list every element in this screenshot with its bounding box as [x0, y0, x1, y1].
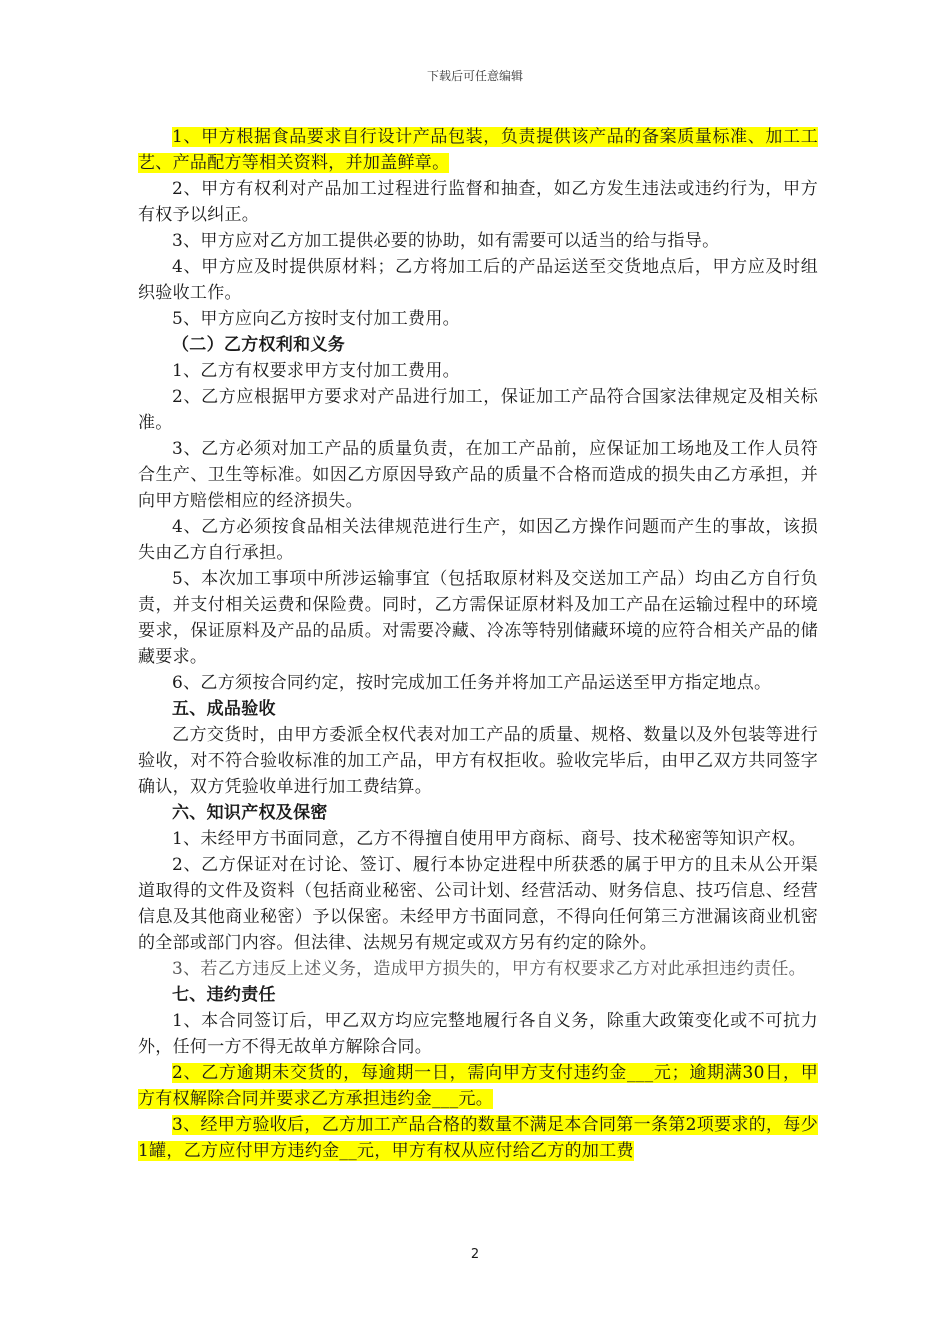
party-b-duty-3: 3、乙方必须对加工产品的质量负责，在加工产品前，应保证加工场地及工作人员符合生产、卫生等标准。如因乙方原因导致产品的质量不合格而造成的损失由乙方承担，并向甲方赔偿相应的经济损失。: [138, 439, 818, 511]
ip-clause-2: 2、乙方保证对在讨论、签订、履行本协定进程中所获悉的属于甲方的且未从公开渠道取得的文件及资料（包括商业秘密、公司计划、经营活动、财务信息、技巧信息、经营信息及其他商业秘密）予以保密。未经甲方书面同意，不得向任何第三方泄漏该商业机密的全部或部门内容。但法律、法规另有规定或双方另有约定的除外。: [138, 855, 818, 953]
party-b-duty-6: 6、乙方须按合同约定，按时完成加工任务并将加工产品运送至甲方指定地点。: [172, 673, 772, 693]
liability-1: 1、本合同签订后，甲乙双方均应完整地履行各自义务，除重大政策变化或不可抗力外，任何一方不得无故单方解除合同。: [138, 1011, 818, 1057]
party-a-duty-4: 4、甲方应及时提供原材料；乙方将加工后的产品运送至交货地点后，甲方应及时组织验收工作。: [138, 257, 818, 303]
section-heading-party-b: （二）乙方权利和义务: [172, 335, 345, 355]
page-header: 下载后可任意编辑: [426, 69, 523, 83]
section-heading-acceptance: 五、成品验收: [172, 699, 276, 719]
party-a-duty-1: 1、甲方根据食品要求自行设计产品包装，负责提供该产品的备案质量标准、加工工艺、产品配方等相关资料，并加盖鲜章。: [138, 127, 818, 173]
acceptance-text: 乙方交货时，由甲方委派全权代表对加工产品的质量、规格、数量以及外包装等进行验收，对不符合验收标准的加工产品，甲方有权拒收。验收完毕后，由甲乙双方共同签字确认，双方凭验收单进行加工费结算。: [138, 725, 818, 797]
ip-clause-3: 3、若乙方违反上述义务，造成甲方损失的，甲方有权要求乙方对此承担违约责任。: [172, 959, 806, 979]
document-body: [138, 124, 818, 1164]
ip-clause-1: 1、未经甲方书面同意，乙方不得擅自使用甲方商标、商号、技术秘密等知识产权。: [172, 829, 806, 849]
party-a-duty-5: 5、甲方应向乙方按时支付加工费用。: [172, 309, 460, 329]
party-b-duty-2: 2、乙方应根据甲方要求对产品进行加工，保证加工产品符合国家法律规定及相关标准。: [138, 387, 818, 433]
liability-2: 2、乙方逾期未交货的，每逾期一日，需向甲方支付违约金___元；逾期满30日，甲方有权解除合同并要求乙方承担违约金___元。: [138, 1063, 818, 1109]
party-b-duty-4: 4、乙方必须按食品相关法律规范进行生产，如因乙方操作问题而产生的事故，该损失由乙方自行承担。: [138, 517, 818, 563]
party-b-duty-5: 5、本次加工事项中所涉运输事宜（包括取原材料及交送加工产品）均由乙方自行负责，并支付相关运费和保险费。同时，乙方需保证原材料及加工产品在运输过程中的环境要求，保证原料及产品的品质。对需要冷藏、冷冻等特别储藏环境的应符合相关产品的储藏要求。: [138, 569, 818, 667]
section-heading-liability: 七、违约责任: [172, 985, 276, 1005]
section-heading-ip: 六、知识产权及保密: [172, 803, 328, 823]
party-a-duty-3: 3、甲方应对乙方加工提供必要的协助，如有需要可以适当的给与指导。: [172, 231, 720, 251]
page-number: 2: [470, 1247, 480, 1262]
liability-3: 3、经甲方验收后，乙方加工产品合格的数量不满足本合同第一条第2项要求的，每少1罐，乙方应付甲方违约金__元，甲方有权从应付给乙方的加工费: [138, 1115, 818, 1161]
party-a-duty-2: 2、甲方有权利对产品加工过程进行监督和抽查，如乙方发生违法或违约行为，甲方有权予以纠正。: [138, 179, 818, 225]
party-b-duty-1: 1、乙方有权要求甲方支付加工费用。: [172, 361, 460, 381]
